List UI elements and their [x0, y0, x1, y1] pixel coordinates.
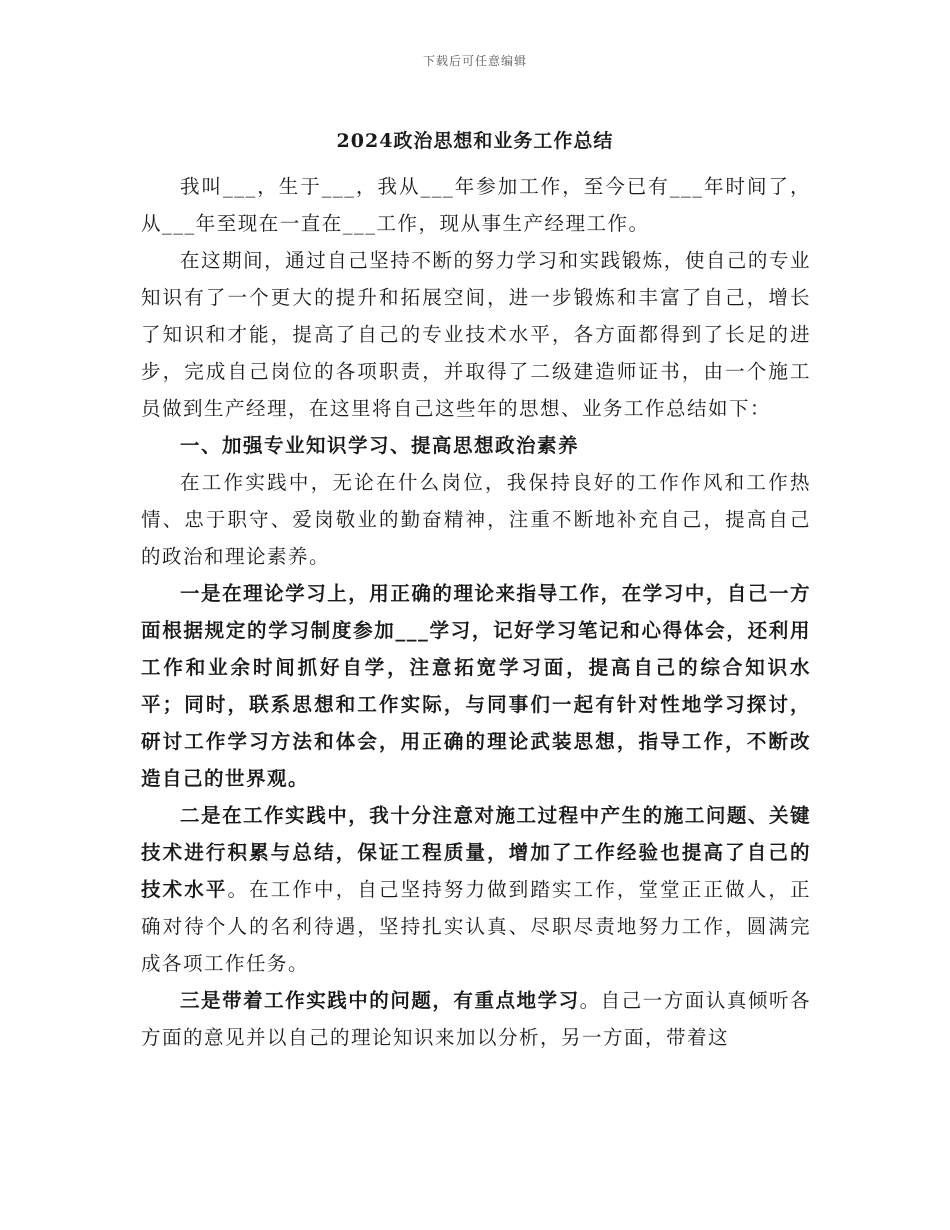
paragraph-overview [141, 242, 811, 427]
paragraph-text: 。自己一方面认真倾听各方面的意见并以自己的理论知识来加以分析，另一方面，带着这 [141, 989, 811, 1049]
paragraph-text: 。在工作中，自己坚持努力做到踏实工作，堂堂正正做人，正确对待个人的名利待遇，坚持扎实认真、尽职尽责地努力工作，圆满完成各项工作任务。 [141, 878, 811, 975]
paragraph-point-1 [141, 575, 811, 797]
section-heading-1 [141, 427, 811, 464]
document-title: 2024政治思想和业务工作总结 [336, 130, 614, 152]
paragraph-bold-text: 一是在理论学习上，用正确的理论来指导工作，在学习中，自己一方面根据规定的学习制度参加___学习，记好学习笔记和心得体会，还利用工作和业余时间抓好自学，注意拓宽学习面，提高自己的综合知识水平；同时，联系思想和工作实际，与同事们一起有针对性地学习探讨，研讨工作学习方法和体会，用正确的理论武装思想，指导工作，不断改造自己的世界观。 [141, 582, 811, 790]
paragraph-point-2 [141, 797, 811, 982]
paragraph-intro [141, 168, 811, 242]
paragraph-text: 在这期间，通过自己坚持不断的努力学习和实践锻炼，使自己的专业知识有了一个更大的提升和拓展空间，进一步锻炼和丰富了自己，增长了知识和才能，提高了自己的专业技术水平，各方面都得到了长足的进步，完成自己岗位的各项职责，并取得了二级建造师证书，由一个施工员做到生产经理，在这里将自己这些年的思想、业务工作总结如下： [141, 249, 811, 420]
paragraph-text: 我叫___，生于___，我从___年参加工作，至今已有___年时间了，从___年至现在一直在___工作，现从事生产经理工作。 [141, 175, 811, 235]
paragraph-work-practice [141, 464, 811, 575]
paragraph-text: 在工作实践中，无论在什么岗位，我保持良好的工作作风和工作热情、忠于职守、爱岗敬业的勤奋精神，注重不断地补充自己，提高自己的政治和理论素养。 [141, 471, 811, 568]
paragraph-bold-text: 三是带着工作实践中的问题，有重点地学习 [180, 989, 580, 1012]
page-header-note: 下载后可任意编辑 [422, 54, 527, 68]
paragraph-bold-text: 二是在工作实践中，我十分注意对施工过程中产生的施工问题、关键技术进行积累与总结，保证工程质量，增加了工作经验也提高了自己的技术水平 [141, 804, 811, 901]
document-body [141, 168, 811, 1056]
paragraph-point-3 [141, 982, 811, 1056]
paragraph-bold-text: 一、加强专业知识学习、提高思想政治素养 [180, 434, 580, 457]
